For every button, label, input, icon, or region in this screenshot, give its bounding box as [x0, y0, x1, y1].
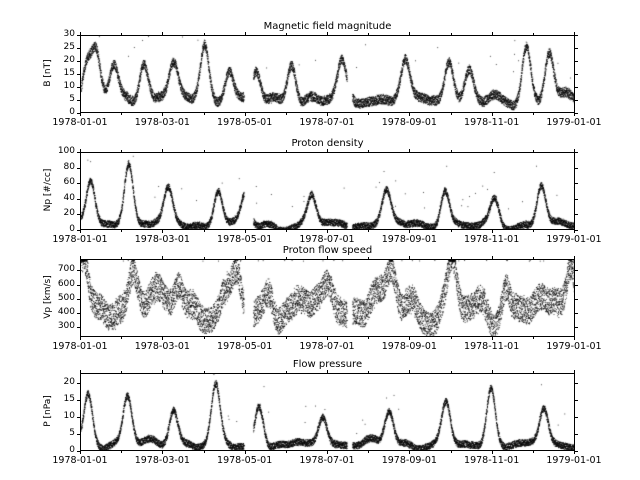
y-tick-label: 20 [63, 55, 75, 65]
x-tick [245, 113, 246, 116]
x-minor-tick [451, 371, 452, 373]
y-tick-label: 60 [63, 177, 75, 188]
y-tick [77, 214, 80, 215]
plot-area [80, 35, 575, 113]
x-tick [327, 451, 328, 454]
x-tick [409, 256, 410, 259]
panel-flow-pressure [80, 359, 575, 451]
x-minor-tick [286, 337, 287, 339]
x-minor-tick [204, 337, 205, 339]
y-tick-label: 500 [57, 292, 75, 303]
x-minor-tick [533, 371, 534, 373]
x-tick [574, 113, 575, 116]
x-tick [409, 370, 410, 373]
x-tick [574, 370, 575, 373]
x-tick-label: 1978-05-01 [217, 117, 273, 128]
x-minor-tick [204, 33, 205, 35]
x-tick-label: 1978-07-01 [299, 455, 355, 466]
x-tick [162, 149, 163, 152]
y-tick [77, 100, 80, 101]
x-tick [492, 32, 493, 35]
y-tick-label: 15 [63, 394, 75, 405]
x-minor-tick [121, 257, 122, 259]
y-tick [77, 183, 80, 184]
x-tick [492, 256, 493, 259]
x-tick [327, 32, 328, 35]
y-tick [575, 400, 578, 401]
x-minor-tick [121, 33, 122, 35]
x-tick-label: 1978-03-01 [134, 341, 190, 352]
panel-title: Flow pressure [292, 359, 363, 370]
y-tick-label: 5 [69, 94, 75, 104]
x-minor-tick [204, 113, 205, 115]
x-minor-tick [204, 257, 205, 259]
x-tick [327, 230, 328, 233]
x-tick-label: 1978-07-01 [299, 117, 355, 128]
y-tick [575, 152, 578, 153]
y-tick [77, 434, 80, 435]
x-tick-label: 1978-03-01 [134, 234, 190, 245]
x-minor-tick [204, 371, 205, 373]
y-tick [77, 383, 80, 384]
x-tick [162, 451, 163, 454]
x-tick [80, 113, 81, 116]
x-tick-label: 1978-01-01 [52, 234, 108, 245]
x-tick [80, 32, 81, 35]
y-tick-label: 10 [63, 81, 75, 91]
x-tick [492, 149, 493, 152]
y-tick-label: 25 [63, 42, 75, 52]
x-tick-label: 1978-07-01 [299, 341, 355, 352]
x-tick [80, 337, 81, 340]
x-minor-tick [286, 33, 287, 35]
y-tick-label: 400 [57, 306, 75, 317]
x-minor-tick [451, 150, 452, 152]
y-tick [77, 87, 80, 88]
x-tick [245, 230, 246, 233]
y-axis-label: P [nPa] [43, 395, 53, 427]
x-tick [162, 370, 163, 373]
y-tick [575, 214, 578, 215]
y-axis-label: Np [#/cc] [43, 168, 53, 212]
x-tick [80, 230, 81, 233]
plot-area [80, 259, 575, 337]
x-minor-tick [533, 451, 534, 453]
x-tick [327, 113, 328, 116]
x-tick [492, 337, 493, 340]
x-tick [409, 149, 410, 152]
x-tick [409, 451, 410, 454]
x-tick [327, 370, 328, 373]
data-points [81, 153, 575, 230]
x-tick [574, 149, 575, 152]
x-minor-tick [451, 257, 452, 259]
panel-magnetic-field-magnitude [80, 21, 575, 113]
y-tick [575, 113, 578, 114]
y-tick-label: 0 [69, 107, 75, 117]
y-tick [575, 183, 578, 184]
x-minor-tick [451, 230, 452, 232]
y-tick [77, 313, 80, 314]
y-tick [575, 327, 578, 328]
x-tick [492, 113, 493, 116]
x-tick-label: 1978-09-01 [381, 117, 437, 128]
y-tick-label: 40 [63, 192, 75, 203]
y-tick-label: 30 [63, 29, 75, 39]
x-tick [245, 370, 246, 373]
x-minor-tick [533, 150, 534, 152]
x-minor-tick [121, 371, 122, 373]
x-tick-label: 1978-05-01 [217, 341, 273, 352]
y-tick-label: 15 [63, 68, 75, 78]
data-points [81, 374, 575, 451]
y-tick [77, 35, 80, 36]
x-tick-label: 1978-01-01 [52, 341, 108, 352]
y-tick [575, 100, 578, 101]
x-minor-tick [286, 451, 287, 453]
y-tick [77, 199, 80, 200]
x-tick [492, 370, 493, 373]
x-tick [162, 113, 163, 116]
x-minor-tick [286, 230, 287, 232]
y-tick [575, 270, 578, 271]
x-tick-label: 1978-07-01 [299, 234, 355, 245]
x-minor-tick [121, 337, 122, 339]
x-tick [80, 451, 81, 454]
panel-title: Magnetic field magnitude [263, 21, 392, 32]
x-minor-tick [451, 113, 452, 115]
y-tick [575, 434, 578, 435]
y-axis-label: B [nT] [43, 59, 53, 87]
x-tick [162, 32, 163, 35]
panel-proton-flow-speed [80, 245, 575, 337]
x-tick [245, 32, 246, 35]
y-tick-label: 10 [63, 411, 75, 422]
x-minor-tick [368, 257, 369, 259]
x-minor-tick [451, 337, 452, 339]
y-tick [575, 313, 578, 314]
panel-title: Proton density [291, 138, 364, 149]
y-tick-label: 700 [57, 264, 75, 275]
y-tick-label: 5 [69, 428, 75, 439]
y-tick-label: 20 [63, 377, 75, 388]
x-minor-tick [368, 371, 369, 373]
x-tick [574, 337, 575, 340]
x-tick [409, 113, 410, 116]
y-tick [575, 168, 578, 169]
x-minor-tick [533, 337, 534, 339]
y-tick-label: 0 [69, 445, 75, 455]
x-minor-tick [533, 113, 534, 115]
x-tick [80, 370, 81, 373]
y-tick [77, 168, 80, 169]
y-tick-label: 100 [57, 146, 75, 156]
x-tick-label: 1978-11-01 [464, 117, 520, 128]
y-tick [77, 270, 80, 271]
x-tick-label: 1978-05-01 [217, 455, 273, 466]
y-tick [575, 87, 578, 88]
y-tick [575, 451, 578, 452]
x-tick [409, 230, 410, 233]
x-tick [327, 337, 328, 340]
x-tick [162, 256, 163, 259]
x-tick-label: 1979-01-01 [546, 341, 602, 352]
x-tick-label: 1978-09-01 [381, 455, 437, 466]
data-points [81, 260, 575, 337]
y-tick [575, 48, 578, 49]
x-minor-tick [204, 150, 205, 152]
x-minor-tick [368, 113, 369, 115]
x-tick-label: 1979-01-01 [546, 117, 602, 128]
x-tick [492, 230, 493, 233]
x-minor-tick [286, 371, 287, 373]
x-minor-tick [368, 337, 369, 339]
x-minor-tick [286, 257, 287, 259]
y-tick [77, 400, 80, 401]
x-tick [409, 337, 410, 340]
x-tick [574, 230, 575, 233]
x-tick [162, 230, 163, 233]
x-minor-tick [368, 230, 369, 232]
x-minor-tick [533, 33, 534, 35]
x-tick-label: 1978-03-01 [134, 455, 190, 466]
x-minor-tick [204, 451, 205, 453]
x-tick [327, 256, 328, 259]
y-tick [77, 299, 80, 300]
x-minor-tick [451, 33, 452, 35]
x-minor-tick [533, 230, 534, 232]
x-minor-tick [451, 451, 452, 453]
x-tick-label: 1978-03-01 [134, 117, 190, 128]
y-tick [77, 74, 80, 75]
y-tick [77, 285, 80, 286]
x-minor-tick [121, 230, 122, 232]
y-axis-label: Vp [km/s] [43, 275, 53, 319]
x-tick-label: 1978-11-01 [464, 455, 520, 466]
x-tick [492, 451, 493, 454]
plot-area [80, 373, 575, 451]
x-minor-tick [121, 113, 122, 115]
panel-proton-density [80, 138, 575, 230]
x-tick-label: 1978-01-01 [52, 117, 108, 128]
x-tick-label: 1978-11-01 [464, 341, 520, 352]
x-tick-label: 1978-09-01 [381, 341, 437, 352]
y-tick [575, 74, 578, 75]
x-tick [80, 149, 81, 152]
x-minor-tick [286, 113, 287, 115]
y-tick-label: 80 [63, 161, 75, 172]
data-points [81, 36, 575, 113]
x-tick [162, 337, 163, 340]
x-tick [327, 149, 328, 152]
x-tick-label: 1978-01-01 [52, 455, 108, 466]
x-minor-tick [368, 33, 369, 35]
y-tick [77, 48, 80, 49]
y-tick-label: 0 [69, 224, 75, 234]
y-tick [575, 199, 578, 200]
x-tick [245, 149, 246, 152]
plot-area [80, 152, 575, 230]
y-tick [575, 285, 578, 286]
x-tick-label: 1979-01-01 [546, 455, 602, 466]
y-tick [575, 299, 578, 300]
x-tick [574, 451, 575, 454]
x-tick [245, 451, 246, 454]
y-tick-label: 20 [63, 208, 75, 219]
x-tick [245, 256, 246, 259]
panel-title: Proton flow speed [282, 245, 373, 256]
y-tick-label: 300 [57, 321, 75, 332]
x-tick [409, 32, 410, 35]
y-tick [77, 61, 80, 62]
x-minor-tick [533, 257, 534, 259]
x-tick [574, 256, 575, 259]
x-minor-tick [368, 451, 369, 453]
x-tick [574, 32, 575, 35]
x-minor-tick [368, 150, 369, 152]
y-tick [77, 152, 80, 153]
y-tick [575, 417, 578, 418]
y-tick-label: 600 [57, 278, 75, 289]
y-tick [575, 61, 578, 62]
x-tick-label: 1978-11-01 [464, 234, 520, 245]
x-minor-tick [121, 150, 122, 152]
x-tick-label: 1978-09-01 [381, 234, 437, 245]
x-tick-label: 1979-01-01 [546, 234, 602, 245]
x-minor-tick [121, 451, 122, 453]
x-tick-label: 1978-05-01 [217, 234, 273, 245]
y-tick [77, 417, 80, 418]
x-tick [245, 337, 246, 340]
x-tick [80, 256, 81, 259]
x-minor-tick [286, 150, 287, 152]
y-tick [77, 327, 80, 328]
y-tick [575, 383, 578, 384]
x-minor-tick [204, 230, 205, 232]
y-tick [575, 230, 578, 231]
y-tick [575, 35, 578, 36]
